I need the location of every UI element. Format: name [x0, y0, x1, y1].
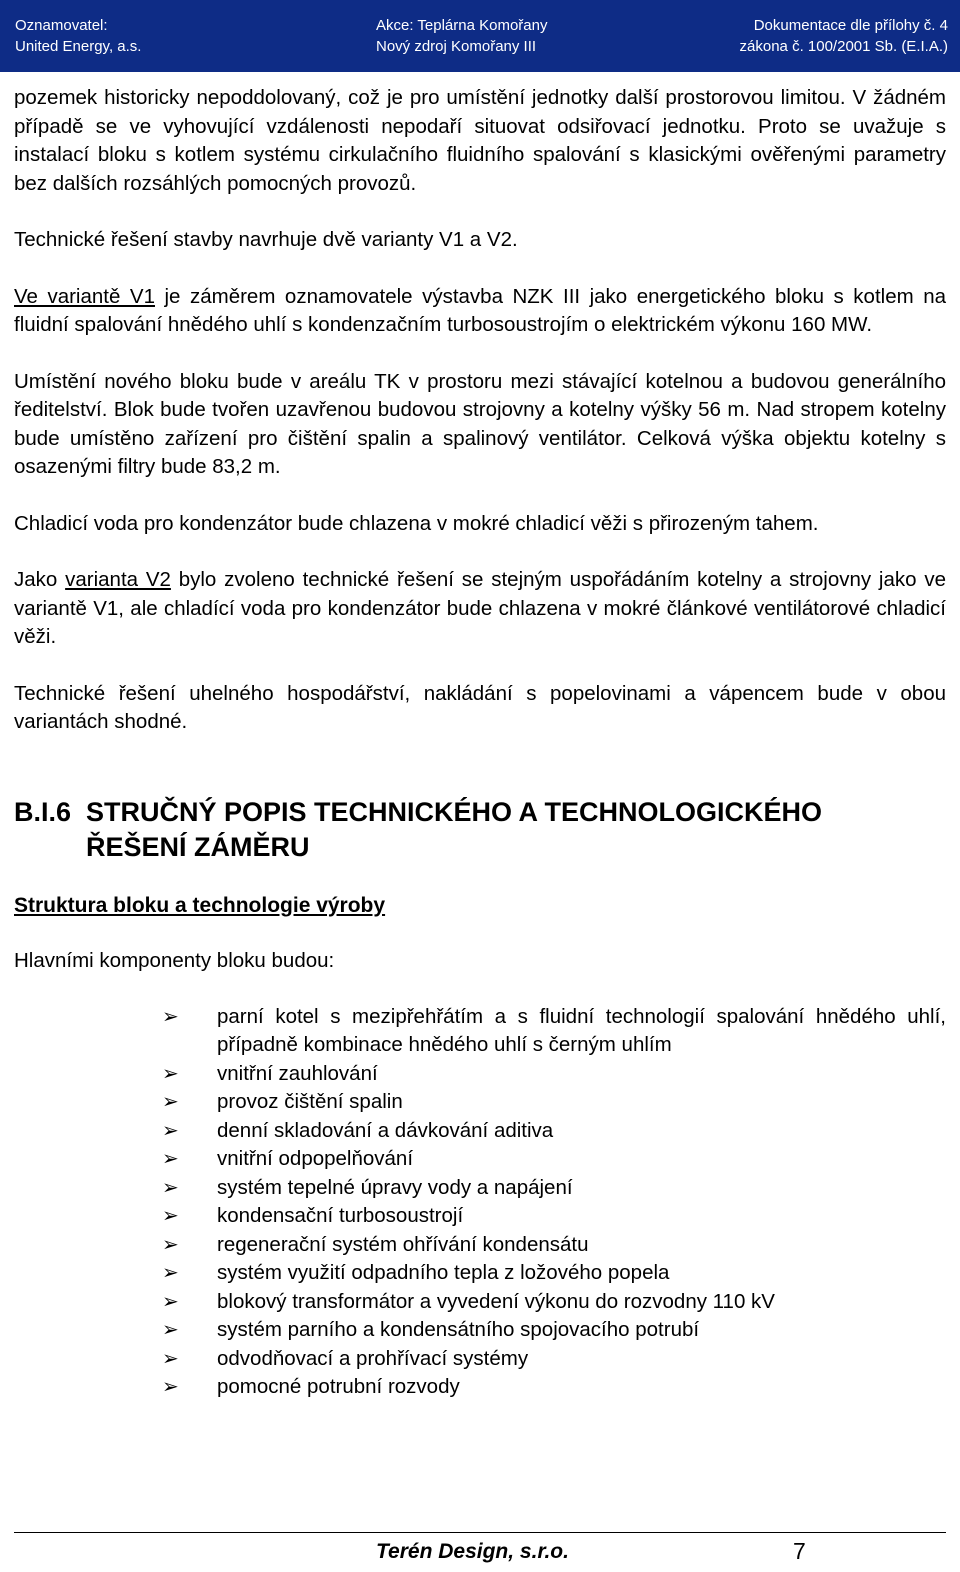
components-list	[14, 1003, 946, 1402]
header-documentation	[740, 15, 948, 57]
section-title-line2: ŘEŠENÍ ZÁMĚRU	[86, 831, 310, 862]
variant-v2-prefix: Jako	[14, 568, 66, 591]
list-item-text: systém parního a kondensátního spojovacího potrubí	[217, 1318, 700, 1341]
list-item	[14, 1373, 946, 1402]
list-item	[14, 1202, 946, 1231]
list-item-text: odvodňovací a prohřívací systémy	[217, 1346, 529, 1370]
list-item-text: parní kotel s mezipřehřátím a s fluidní technologií spalování hnědého uhlí, případně kombinace hnědého uhlí s černým uhlím	[217, 1004, 946, 1056]
arrowhead-bullet-icon: ➢	[162, 1176, 179, 1199]
paragraph-site-limits: pozemek historicky nepoddolovaný, což je pro umístění jednotky další prostorovou limitou. V žádném případě se ve vyhovující vzdálenosti nepodaří situovat odsiřovací jednotku. Proto se uvažuje s instalací bloku s kotlem systému cirkulačního fluidního spalování s klasickými ověřenými parametry bez dalších rozsáhlých pomocných provozů.	[14, 86, 946, 195]
list-item-text: provoz čištění spalin	[217, 1090, 403, 1113]
footer-divider	[14, 1532, 946, 1533]
variant-v2-text: bylo zvoleno technické řešení se stejným uspořádáním kotelny a strojovny jako ve variantě V1, ale chladící voda pro kondenzátor bude chlazena v mokré článkové ventilátorové chladicí věži.	[14, 568, 946, 648]
list-item-text: vnitřní zauhlování	[217, 1061, 378, 1085]
list-item	[14, 1345, 946, 1374]
page-number: 7	[793, 1538, 806, 1564]
arrowhead-bullet-icon: ➢	[162, 1005, 179, 1028]
list-item	[14, 1145, 946, 1174]
list-item	[14, 1316, 946, 1345]
list-item-text: systém tepelné úpravy vody a napájení	[217, 1175, 573, 1199]
subheading-text: Struktura bloku a technologie výroby	[14, 893, 386, 917]
arrowhead-bullet-icon: ➢	[162, 1062, 179, 1085]
arrowhead-bullet-icon: ➢	[162, 1091, 179, 1113]
paragraph-variants-intro: Technické řešení stavby navrhuje dvě varianty V1 a V2.	[14, 228, 518, 251]
list-item-text: regenerační systém ohřívání kondensátu	[217, 1232, 589, 1256]
list-item-text: kondensační turbosoustrojí	[217, 1204, 464, 1227]
paragraph-shared-solution: Technické řešení uhelného hospodářství, nakládání s popelovinami a vápencem bude v obou variantách shodné.	[14, 681, 946, 733]
page-header	[0, 0, 960, 72]
list-item-text: vnitřní odpopelňování	[217, 1147, 414, 1170]
list-item-text: denní skladování a dávkování aditiva	[217, 1118, 554, 1142]
arrowhead-bullet-icon: ➢	[162, 1376, 179, 1398]
paragraph-variant-v2	[14, 566, 946, 652]
header-documentation-line2: zákona č. 100/2001 Sb. (E.I.A.)	[739, 38, 948, 55]
list-item-text: systém využití odpadního tepla z ložového popela	[217, 1261, 670, 1284]
arrowhead-bullet-icon: ➢	[162, 1148, 179, 1170]
header-project-action: Akce: Teplárna Komořany	[376, 17, 548, 34]
header-project-name: Nový zdroj Komořany III	[376, 38, 537, 55]
subheading	[14, 892, 946, 921]
paragraph-cooling-water: Chladicí voda pro kondenzátor bude chlazena v mokré chladicí věži s přirozeným tahem.	[14, 511, 819, 535]
arrowhead-bullet-icon: ➢	[162, 1119, 179, 1142]
section-number: B.I.6	[14, 796, 72, 827]
section-heading	[14, 795, 946, 865]
arrowhead-bullet-icon: ➢	[162, 1290, 179, 1313]
footer-company: Terén Design, s.r.o.	[376, 1540, 569, 1563]
components-intro: Hlavními komponenty bloku budou:	[14, 949, 335, 972]
header-project	[376, 15, 547, 57]
list-item	[14, 1288, 946, 1317]
header-notifier-label: Oznamovatel:	[15, 17, 108, 34]
list-item-text: pomocné potrubní rozvody	[217, 1375, 460, 1398]
paragraph-variant-v1	[14, 283, 946, 340]
arrowhead-bullet-icon: ➢	[162, 1347, 179, 1370]
list-item	[14, 1060, 946, 1089]
variant-v2-label: varianta V2	[65, 568, 171, 591]
header-notifier	[15, 15, 141, 57]
list-item	[14, 1231, 946, 1260]
arrowhead-bullet-icon: ➢	[162, 1233, 179, 1256]
arrowhead-bullet-icon: ➢	[162, 1262, 179, 1284]
list-item	[14, 1088, 946, 1117]
section-title-line1: STRUČNÝ POPIS TECHNICKÉHO A TECHNOLOGICKÉHO	[86, 796, 823, 827]
list-item	[14, 1259, 946, 1288]
header-notifier-name: United Energy, a.s.	[15, 38, 142, 55]
list-item-text: blokový transformátor a vyvedení výkonu do rozvodny 110 kV	[217, 1289, 775, 1313]
variant-v1-label: Ve variantě V1	[14, 284, 155, 308]
arrowhead-bullet-icon: ➢	[162, 1319, 179, 1341]
list-item	[14, 1003, 946, 1060]
variant-v1-text: je záměrem oznamovatele výstavba NZK III jako energetického bloku s kotlem na fluidní spalování hnědého uhlí s kondenzačním turbosoustrojím o elektrickém výkonu 160 MW.	[14, 284, 947, 336]
list-item	[14, 1174, 946, 1203]
document-body	[14, 84, 946, 1402]
header-documentation-line1: Dokumentace dle přílohy č. 4	[753, 17, 948, 34]
paragraph-block-location: Umístění nového bloku bude v areálu TK v prostoru mezi stávající kotelnou a budovou generálního ředitelství. Blok bude tvořen uzavřenou budovou strojovny a kotelny výšky 56 m. Nad stropem kotelny bude umístěno zařízení pro čištění spalin a spalinový ventilátor. Celková výška objektu kotelny s osazenými filtry bude 83,2 m.	[14, 369, 946, 478]
arrowhead-bullet-icon: ➢	[162, 1205, 179, 1227]
list-item	[14, 1117, 946, 1146]
